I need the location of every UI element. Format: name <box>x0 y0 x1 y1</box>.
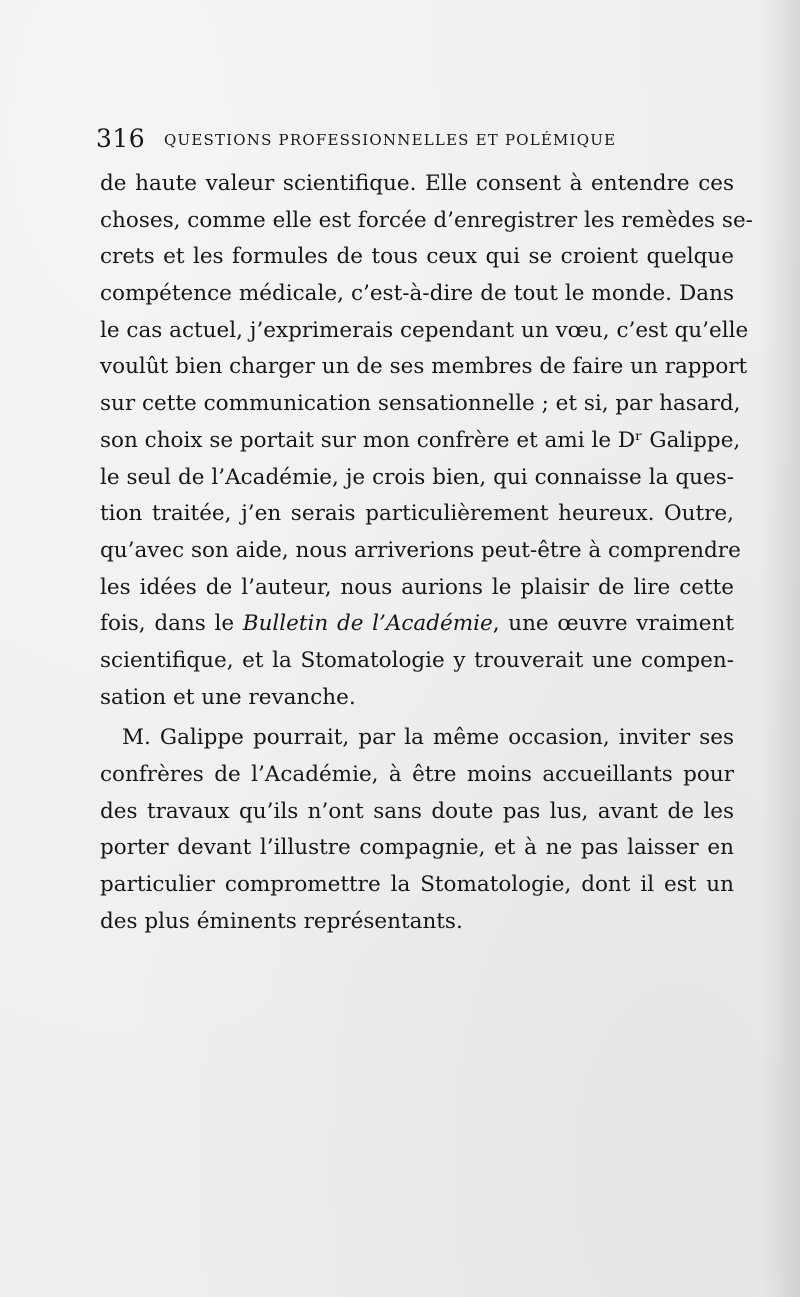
page-edge-shadow <box>760 0 800 1297</box>
text-line: choses, comme elle est forcée d’enregistrer les remèdes se- <box>100 207 753 233</box>
text-line: scientifique, et la Stomatologie y trouverait une compen- <box>100 647 734 673</box>
text-line <box>100 606 734 643</box>
text-line: sation et une revanche. <box>100 684 356 710</box>
text-line: crets et les formules de tous ceux qui se croient quelque <box>100 244 734 270</box>
running-head: QUESTIONS PROFESSIONNELLES ET POLÉMIQUE <box>164 131 617 149</box>
text-line: sur cette communication sensationnelle ; et si, par hasard, <box>100 391 741 417</box>
body-text <box>100 166 753 940</box>
paragraph-1 <box>100 166 753 716</box>
text-line: voulût bien charger un de ses membres de faire un rapport <box>100 354 748 380</box>
text-line: de haute valeur scientifique. Elle consent à entendre ces <box>100 171 734 196</box>
line-text: fois, dans le <box>100 611 243 637</box>
paragraph-2 <box>100 720 734 940</box>
page-number: 316 <box>96 124 146 153</box>
text-line: son choix se portait sur mon confrère et ami le Dʳ Galippe, <box>100 427 741 453</box>
text-line: porter devant l’illustre compagnie, et à ne pas laisser en <box>100 835 734 861</box>
text-line: le seul de l’Académie, je crois bien, qui connaisse la ques- <box>100 464 734 490</box>
page-header <box>96 124 736 160</box>
text-line: confrères de l’Académie, à être moins accueillants pour <box>100 762 734 787</box>
text-line: des travaux qu’ils n’ont sans doute pas lus, avant de les <box>100 798 734 824</box>
text-line: M. Galippe pourrait, par la même occasion, inviter ses <box>122 725 734 751</box>
text-line: compétence médicale, c’est-à-dire de tout le monde. Dans <box>100 281 734 307</box>
italic-title-bulletin: Bulletin de l’Académie <box>242 611 493 637</box>
text-line: des plus éminents représentants. <box>100 908 463 934</box>
line-text: , une œuvre vraiment <box>492 611 734 637</box>
text-line: tion traitée, j’en serais particulièrement heureux. Outre, <box>100 501 734 527</box>
text-line: les idées de l’auteur, nous aurions le plaisir de lire cette <box>100 574 734 600</box>
text-line: le cas actuel, j’exprimerais cependant un vœu, c’est qu’elle <box>100 317 749 343</box>
text-line: qu’avec son aide, nous arriverions peut-être à comprendre <box>100 537 741 563</box>
text-line: particulier compromettre la Stomatologie, dont il est un <box>100 872 734 898</box>
